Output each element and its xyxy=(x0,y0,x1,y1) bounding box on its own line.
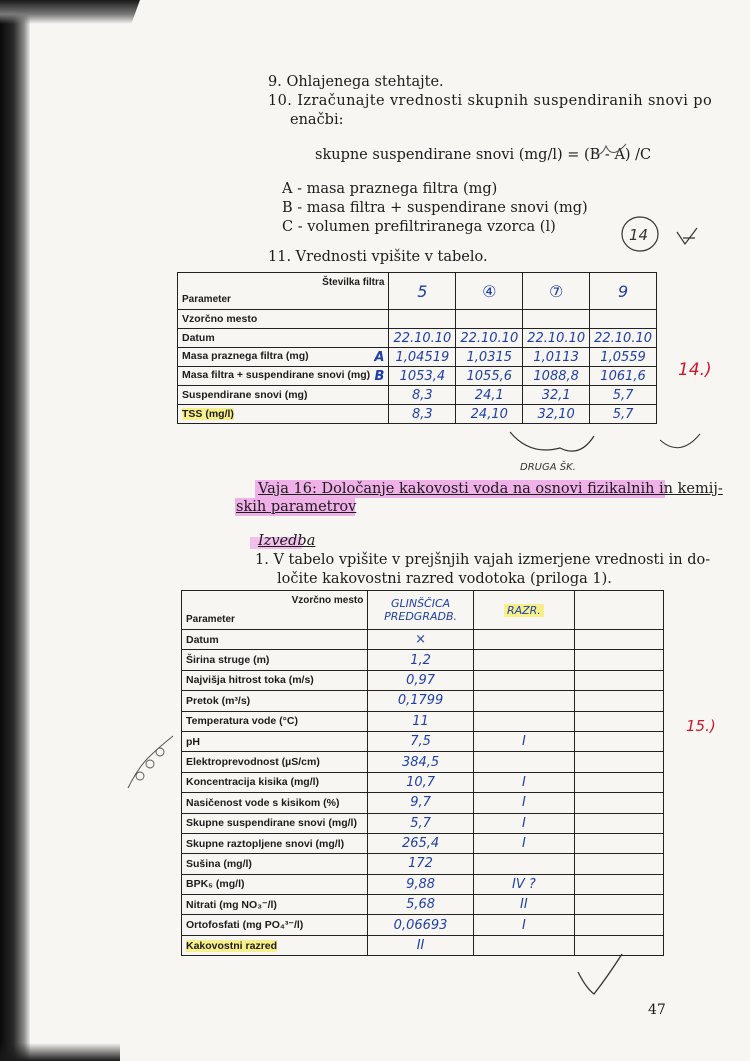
table1-cell: 24,10 xyxy=(456,405,523,424)
table1-header-cell xyxy=(178,273,389,310)
step-9: 9. Ohlajenega stehtajte. xyxy=(268,74,444,90)
table2-cell: I xyxy=(473,915,574,935)
table1-cell: 8,3 xyxy=(389,405,456,424)
table1-cell xyxy=(590,310,657,329)
table1-row-label: TSS (mg/l) xyxy=(182,408,234,420)
table2-cell: 7,5 xyxy=(368,731,473,751)
filter-number: ④ xyxy=(456,273,523,310)
table2-header-bottom: Parameter xyxy=(186,614,235,625)
table2-cell: 5,68 xyxy=(368,895,473,915)
checkmark-icon xyxy=(570,950,630,1000)
table1-row-label: Suspendirane snovi (mg) xyxy=(178,386,389,405)
table1-cell xyxy=(456,310,523,329)
page-bottom-shadow xyxy=(0,1043,120,1061)
table1-cell: 1088,8 xyxy=(523,367,590,386)
table2-cell: 384,5 xyxy=(368,752,473,772)
table2-empty-cell xyxy=(574,813,663,833)
table1-cell: 22.10.10 xyxy=(456,329,523,348)
section-title-line1: Vaja 16: Določanje kakovosti voda na osnovi fizikalnih in kemij- xyxy=(258,481,723,497)
table2-cell: 10,7 xyxy=(368,772,473,792)
table2-empty-cell xyxy=(574,833,663,853)
table2-row-label: Ortofosfati (mg PO₄³⁻/l) xyxy=(182,915,368,935)
table2-row-label: pH xyxy=(182,731,368,751)
table2-row-label: Sušina (mg/l) xyxy=(182,854,368,874)
table1-cell xyxy=(389,310,456,329)
table2-cell xyxy=(473,650,574,670)
table1-cell: 1061,6 xyxy=(590,367,657,386)
task-1-line2: ločite kakovostni razred vodotoka (priloga 1). xyxy=(277,571,612,587)
table2-row-label: Nasičenost vode s kisikom (%) xyxy=(182,793,368,813)
book-binding-shadow xyxy=(0,0,30,1061)
circled-number: 14 xyxy=(629,226,649,244)
table2-row-label: BPK₅ (mg/l) xyxy=(182,874,368,894)
filter-number: 5 xyxy=(389,273,456,310)
table1-cell: 32,10 xyxy=(523,405,590,424)
table2-empty-cell xyxy=(574,772,663,792)
table2-row-label: Kakovostni razred xyxy=(186,939,278,952)
table2-cell: 265,4 xyxy=(368,833,473,853)
table2-cell: I xyxy=(473,731,574,751)
page-number: 47 xyxy=(648,1002,666,1018)
table1-row-label: Masa filtra + suspendirane snovi (mg) xyxy=(182,368,371,381)
table2-empty-cell xyxy=(574,711,663,731)
table2-cell: 1,2 xyxy=(368,650,473,670)
table2-empty-cell xyxy=(574,915,663,935)
table2-row-label: Elektroprevodnost (µS/cm) xyxy=(182,752,368,772)
table2-row-label: Najvišja hitrost toka (m/s) xyxy=(182,670,368,690)
table2-header-cell xyxy=(182,591,368,630)
table1-cell: 22.10.10 xyxy=(389,329,456,348)
table2-cell xyxy=(473,691,574,711)
table2-cell: II xyxy=(473,895,574,915)
table2-cell: 9,88 xyxy=(368,874,473,894)
circled-note xyxy=(615,212,715,262)
margin-handwriting-scribble xyxy=(118,728,188,798)
table2-cell: 11 xyxy=(368,711,473,731)
table2-cell: 172 xyxy=(368,854,473,874)
table2-cell: I xyxy=(473,793,574,813)
table1-header-top: Številka filtra xyxy=(322,277,385,288)
table1-cell: 32,1 xyxy=(523,386,590,405)
table2-empty-cell xyxy=(574,630,663,650)
legend-c: C - volumen prefiltriranega vzorca (l) xyxy=(282,219,556,235)
table2-header-top: Vzorčno mesto xyxy=(291,595,364,606)
table1-cell: 1,0113 xyxy=(523,348,590,367)
table1-cell: 5,7 xyxy=(590,386,657,405)
table1-header-bottom: Parameter xyxy=(182,294,231,305)
table2-cell: 0,1799 xyxy=(368,691,473,711)
table1-cell: 5,7 xyxy=(590,405,657,424)
table1-row-label: Masa praznega filtra (mg) xyxy=(182,349,309,362)
filter-number: 9 xyxy=(590,273,657,310)
table2-cell: × xyxy=(368,630,473,650)
table2-empty-cell xyxy=(574,670,663,690)
table2-cell xyxy=(473,752,574,772)
mark-a: A xyxy=(374,349,385,365)
table1-row-label-cell xyxy=(178,348,389,367)
table1-cell: 1,04519 xyxy=(389,348,456,367)
step-10-line2: enačbi: xyxy=(290,112,344,128)
table2-cell xyxy=(473,670,574,690)
table1-cell: 8,3 xyxy=(389,386,456,405)
checkmark-scribble xyxy=(590,140,630,166)
table2-col-header-cell xyxy=(473,591,574,630)
table2-col-header: GLINŠČICA PREDGRADB. xyxy=(368,591,473,630)
table2-empty-col xyxy=(574,591,663,630)
table1-row-label: Datum xyxy=(178,329,389,348)
step-10-line1: 10. Izračunajte vrednosti skupnih suspendiranih snovi po xyxy=(268,93,713,109)
table2-cell: 9,7 xyxy=(368,793,473,813)
table2-row-label: Datum xyxy=(182,630,368,650)
step-11: 11. Vrednosti vpišite v tabelo. xyxy=(268,249,488,265)
table2-cell: 0,06693 xyxy=(368,915,473,935)
formula: skupne suspendirane snovi (mg/l) = (B - A) /C xyxy=(315,147,652,163)
margin-note-15: 15.) xyxy=(686,717,716,735)
tss-table xyxy=(177,272,657,424)
table2-cell: II xyxy=(368,935,473,955)
table2-row-label: Koncentracija kisika (mg/l) xyxy=(182,772,368,792)
mark-b: B xyxy=(374,368,385,384)
izvedba-heading: Izvedba xyxy=(258,533,316,549)
druga-note: DRUGA ŠK. xyxy=(520,462,576,473)
table1-cell: 22.10.10 xyxy=(523,329,590,348)
table1-cell: 22.10.10 xyxy=(590,329,657,348)
table2-empty-cell xyxy=(574,793,663,813)
quality-table xyxy=(181,590,664,956)
table2-cell: IV ? xyxy=(473,874,574,894)
table2-row-label: Skupne suspendirane snovi (mg/l) xyxy=(182,813,368,833)
table2-empty-cell xyxy=(574,691,663,711)
table2-empty-cell xyxy=(574,731,663,751)
table1-cell: 1,0315 xyxy=(456,348,523,367)
table2-row-label: Temperatura vode (°C) xyxy=(182,711,368,731)
table1-cell xyxy=(523,310,590,329)
margin-note-14: 14.) xyxy=(678,360,712,380)
page-corner-shadow xyxy=(0,0,140,24)
table2-row-label: Širina struge (m) xyxy=(182,650,368,670)
table2-cell xyxy=(473,630,574,650)
table2-cell: I xyxy=(473,772,574,792)
table2-cell: I xyxy=(473,813,574,833)
table2-cell: 0,97 xyxy=(368,670,473,690)
table2-row-label: Pretok (m³/s) xyxy=(182,691,368,711)
table2-cell xyxy=(473,935,574,955)
table1-cell: 1053,4 xyxy=(389,367,456,386)
table2-row-label: Nitrati (mg NO₃⁻/l) xyxy=(182,895,368,915)
table2-row-label: Skupne raztopljene snovi (mg/l) xyxy=(182,833,368,853)
table1-cell: 1,0559 xyxy=(590,348,657,367)
filter-number: ⑦ xyxy=(523,273,590,310)
task-1-line1: 1. V tabelo vpišite v prejšnjih vajah izmerjene vrednosti in do- xyxy=(255,552,711,568)
legend-b: B - masa filtra + suspendirane snovi (mg) xyxy=(282,200,588,216)
table1-cell: 24,1 xyxy=(456,386,523,405)
legend-a: A - masa praznega filtra (mg) xyxy=(282,181,498,197)
table1-row-label: Vzorčno mesto xyxy=(178,310,389,329)
table2-row-label-cell xyxy=(182,935,368,955)
table2-empty-cell xyxy=(574,895,663,915)
section-title-line2: skih parametrov xyxy=(236,499,357,515)
table1-row-label-cell xyxy=(178,405,389,424)
table2-cell: I xyxy=(473,833,574,853)
table2-col-header: RAZR. xyxy=(504,604,544,617)
table1-cell: 1055,6 xyxy=(456,367,523,386)
table2-empty-cell xyxy=(574,874,663,894)
table2-cell xyxy=(473,711,574,731)
table2-empty-cell xyxy=(574,752,663,772)
table2-cell xyxy=(473,854,574,874)
table2-empty-cell xyxy=(574,650,663,670)
table2-cell: 5,7 xyxy=(368,813,473,833)
table1-row-label-cell xyxy=(178,367,389,386)
table2-empty-cell xyxy=(574,854,663,874)
